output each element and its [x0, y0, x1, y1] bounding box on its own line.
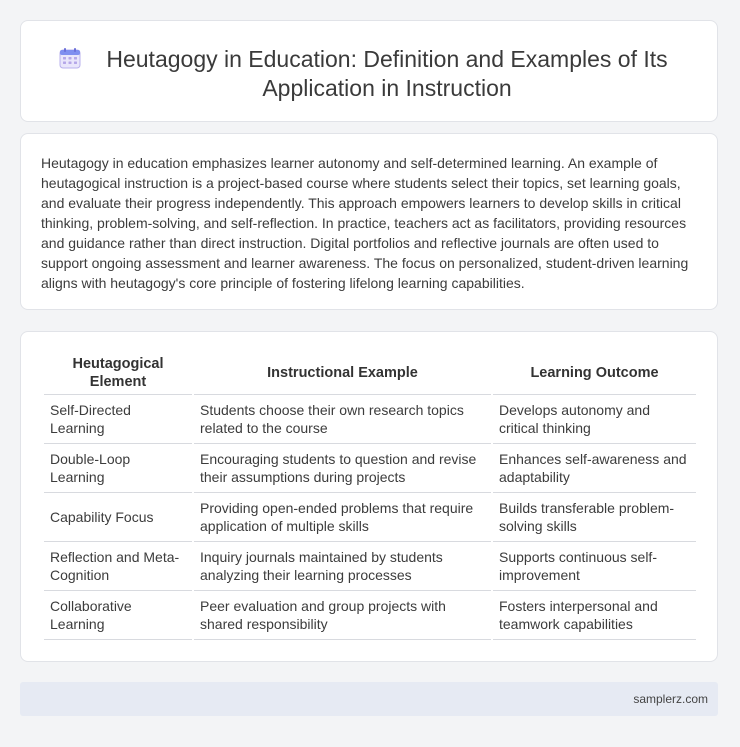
table-row	[44, 493, 696, 542]
table-cell: Supports continuous self-improvement	[493, 542, 696, 591]
page-title: Heutagogy in Education: Definition and Examples of Its Application in Instruction	[106, 46, 668, 101]
table-cell: Builds transferable problem-solving skills	[493, 493, 696, 542]
table-cell: Encouraging students to question and revise their assumptions during projects	[194, 444, 491, 493]
description-text: Heutagogy in education emphasizes learner autonomy and self-determined learning. An example of heutagogical instruction is a project-based course where students select their topics, set learning goals, and evaluate their progress independently. This approach empowers learners to develop skills in critical thinking, problem-solving, and self-reflection. In practice, teachers act as facilitators, providing resources and guidance rather than direct instruction. Digital portfolios and reflective journals are often used to support ongoing assessment and learner awareness. The focus on personalized, student-driven learning aligns with heutagogy's core principle of fostering lifelong learning capabilities.	[41, 155, 689, 291]
footer-site-link[interactable]: samplerz.com	[633, 692, 708, 706]
table-cell: Double-Loop Learning	[44, 444, 192, 493]
table-cell: Capability Focus	[44, 493, 192, 542]
heutagogy-table	[42, 352, 698, 640]
table-cell: Fosters interpersonal and teamwork capabilities	[493, 591, 696, 640]
footer-bar	[20, 682, 718, 716]
table-row	[44, 542, 696, 591]
table-row	[44, 444, 696, 493]
table-cell: Collaborative Learning	[44, 591, 192, 640]
title-card	[20, 20, 718, 122]
table-cell: Students choose their own research topics related to the course	[194, 395, 491, 444]
table-cell: Inquiry journals maintained by students analyzing their learning processes	[194, 542, 491, 591]
column-header: Instructional Example	[194, 352, 491, 395]
table-row	[44, 591, 696, 640]
table-cell: Peer evaluation and group projects with shared responsibility	[194, 591, 491, 640]
table-cell: Enhances self-awareness and adaptability	[493, 444, 696, 493]
table-cell: Reflection and Meta-Cognition	[44, 542, 192, 591]
description-card	[20, 133, 718, 310]
table-row	[44, 395, 696, 444]
table-cell: Develops autonomy and critical thinking	[493, 395, 696, 444]
column-header: Learning Outcome	[493, 352, 696, 395]
column-header: Heutagogical Element	[44, 352, 192, 395]
calendar-icon	[59, 47, 81, 69]
table-card	[20, 331, 718, 662]
table-cell: Providing open-ended problems that require application of multiple skills	[194, 493, 491, 542]
table-header-row	[44, 352, 696, 395]
table-cell: Self-Directed Learning	[44, 395, 192, 444]
